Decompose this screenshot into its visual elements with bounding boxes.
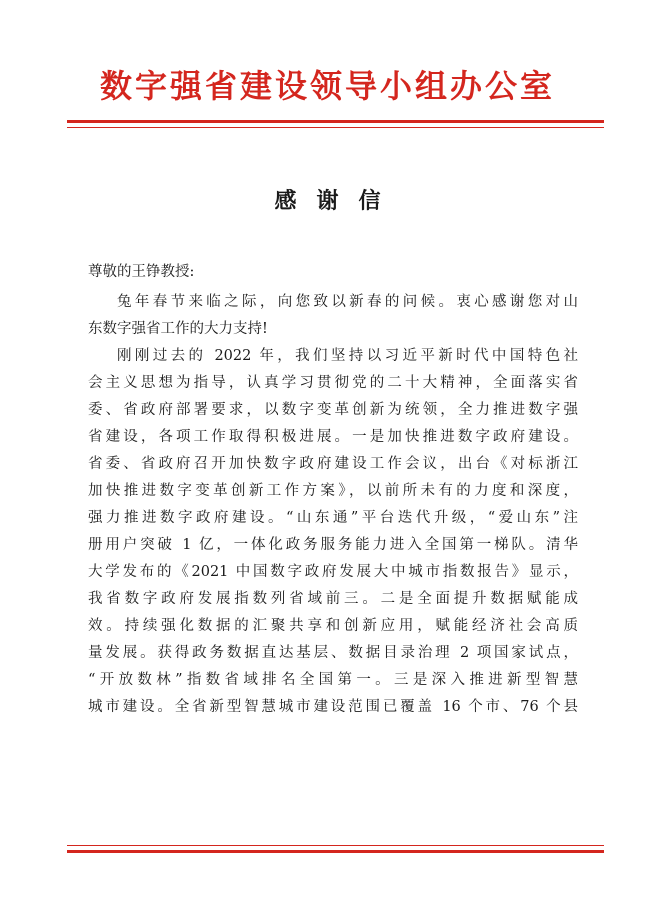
letterhead-rule-thick xyxy=(67,120,604,123)
body-line: 省建设，各项工作取得积极进展。一是加快推进数字政府建设。 xyxy=(88,429,578,445)
body-line: 强力推进数字政府建设。“山东通”平台迭代升级，“爱山东”注 xyxy=(88,510,578,526)
body-line: 量发展。获得政务数据直达基层、数据目录治理 2 项国家试点， xyxy=(88,645,578,661)
letter-body xyxy=(88,289,578,721)
body-line: 效。持续强化数据的汇聚共享和创新应用，赋能经济社会高质 xyxy=(88,618,578,634)
body-line: 刚刚过去的 2022 年，我们坚持以习近平新时代中国特色社 xyxy=(117,348,578,364)
body-line: 我省数字政府发展指数列省域前三。二是全面提升数据赋能成 xyxy=(88,591,578,607)
footer-rule-thin xyxy=(67,845,604,846)
body-line: “开放数林”指数省域排名全国第一。三是深入推进新型智慧 xyxy=(88,672,578,688)
footer-rule-thick xyxy=(67,850,604,853)
body-line: 东数字强省工作的大力支持! xyxy=(88,321,268,337)
letterhead-rule-thin xyxy=(67,127,604,128)
letterhead-org-name: 数字强省建设领导小组办公室 xyxy=(99,67,555,105)
body-line: 省委、省政府召开加快数字政府建设工作会议，出台《对标浙江 xyxy=(88,456,578,472)
body-line: 兔年春节来临之际，向您致以新春的问候。衷心感谢您对山 xyxy=(117,294,578,310)
body-line: 册用户突破 1 亿，一体化政务服务能力进入全国第一梯队。清华 xyxy=(88,537,578,553)
body-line: 会主义思想为指导，认真学习贯彻党的二十大精神，全面落实省 xyxy=(88,375,578,391)
body-line: 城市建设。全省新型智慧城市建设范围已覆盖 16 个市、76 个县 xyxy=(88,699,578,715)
body-line: 大学发布的《2021 中国数字政府发展大中城市指数报告》显示， xyxy=(88,564,578,580)
body-line: 加快推进数字变革创新工作方案》，以前所未有的力度和深度， xyxy=(88,483,578,499)
letter-title: 感谢信 xyxy=(274,188,401,214)
body-line: 委、省政府部署要求，以数字变革创新为统领，全力推进数字强 xyxy=(88,402,578,418)
letter-salutation: 尊敬的王铮教授: xyxy=(88,264,195,280)
